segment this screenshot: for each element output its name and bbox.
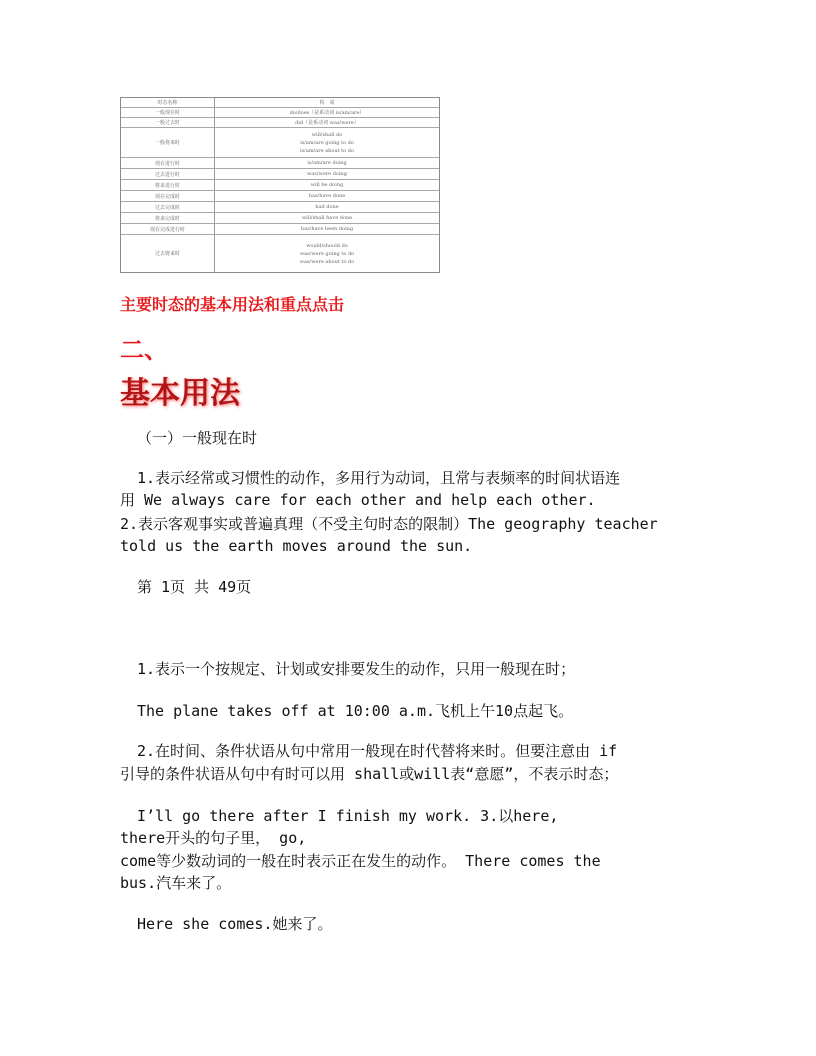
table-cell-tense: 一般现在时 — [154, 110, 180, 116]
table-row — [121, 213, 439, 224]
paragraph-4-line-1: 2.在时间、条件状语从句中常用一般现在时代替将来时。但要注意由 if — [137, 742, 618, 760]
table-cell-form: was/were doing — [307, 171, 347, 177]
tense-table — [120, 97, 440, 273]
table-row — [121, 224, 439, 235]
table-cell-tense: 过去完成时 — [154, 204, 180, 211]
paragraph-1-line-2: 用 We always care for each other and help each other. — [120, 491, 596, 509]
table-cell-form: would/should do was/were going to do was/were about to do — [299, 242, 355, 265]
table-cell-tense: 现在进行时 — [154, 160, 180, 167]
paragraph-3: 1.表示一个按规定、计划或安排要发生的动作，只用一般现在时； — [137, 660, 576, 678]
paragraph-6: Here she comes.她来了。 — [137, 915, 333, 933]
table-row — [121, 191, 439, 202]
table-cell-form: has/have done — [308, 193, 346, 199]
table-cell-form: did（是系动词 was/were） — [295, 119, 359, 126]
table-row — [121, 158, 439, 169]
subsection-title: （一）一般现在时 — [137, 429, 258, 447]
table-cell-form: had done — [315, 204, 339, 210]
table-header-row — [121, 98, 439, 108]
section-title: 基本用法 — [120, 376, 240, 411]
table-row — [121, 169, 439, 180]
paragraph-5-line-1: I’ll go there after I finish my work. 3.以here, — [137, 807, 559, 825]
page-footer: 第 1页 共 49页 — [137, 578, 252, 596]
table-cell-form: will be doing — [310, 182, 344, 188]
table-row — [121, 108, 439, 118]
table-row — [121, 180, 439, 191]
paragraph-2-line-2: told us the earth moves around the sun. — [120, 537, 473, 555]
paragraph-4-line-2: 引导的条件状语从句中有时可以用 shall或will表“意愿”，不表示时态； — [120, 765, 619, 783]
table-cell-form: has/have been doing — [300, 226, 354, 232]
table-cell-tense: 一般将来时 — [154, 140, 180, 146]
paragraph-1-line-1: 1.表示经常或习惯性的动作，多用行为动词，且常与表频率的时间状语连 — [137, 469, 621, 487]
paragraph-5-line-3: come等少数动词的一般在时表示正在发生的动作。 There comes the — [120, 852, 601, 870]
table-row — [121, 235, 439, 272]
table-row — [121, 202, 439, 213]
table-header-name: 时态名称 — [157, 100, 178, 106]
table-cell-tense: 将来进行时 — [154, 182, 180, 189]
main-heading: 主要时态的基本用法和重点点击 — [120, 295, 345, 314]
table-cell-tense: 现在完成进行时 — [149, 226, 185, 233]
table-row — [121, 118, 439, 128]
section-number: 二、 — [120, 336, 168, 364]
paragraph-5-line-2: there开头的句子里， go, — [120, 829, 307, 847]
table-row — [121, 128, 439, 158]
paragraph-3-example: The plane takes off at 10:00 a.m.飞机上午10点起飞。 — [137, 702, 574, 720]
table-cell-tense: 过去将来时 — [154, 251, 180, 257]
table-cell-form: will/shall have done — [301, 215, 353, 221]
table-cell-form: will/shall do is/am/are going to do is/am/are about to do — [299, 131, 354, 154]
table-cell-tense: 将来完成时 — [154, 215, 180, 222]
table-cell-tense: 一般过去时 — [154, 120, 180, 126]
table-cell-form: is/am/are doing — [307, 160, 347, 166]
table-cell-tense: 过去进行时 — [154, 171, 180, 178]
paragraph-5-line-4: bus.汽车来了。 — [120, 874, 232, 892]
table-cell-form: do/does（是系动词 is/am/are） — [289, 109, 365, 116]
paragraph-2-line-1: 2.表示客观事实或普遍真理（不受主句时态的限制）The geography teacher — [120, 515, 658, 533]
table-header-forms: 构 成 — [319, 99, 335, 106]
table-cell-tense: 现在完成时 — [154, 193, 180, 200]
